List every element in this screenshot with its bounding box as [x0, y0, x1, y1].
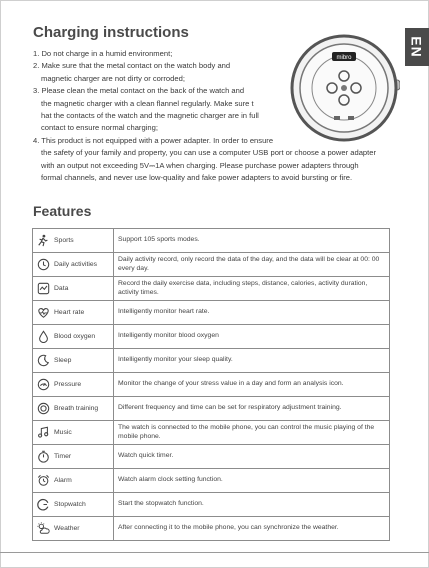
feature-name-cell — [33, 325, 114, 349]
heart-rate-icon — [37, 306, 50, 319]
feature-name: Pressure — [54, 381, 82, 388]
feature-description: Different frequency and time can be set for respiratory adjustment training. — [114, 397, 390, 421]
pressure-icon — [37, 378, 50, 391]
feature-name: Weather — [54, 525, 80, 532]
feature-name-cell — [33, 397, 114, 421]
feature-row — [33, 517, 390, 541]
feature-name-cell — [33, 277, 114, 301]
bottom-rule — [0, 552, 429, 553]
feature-row — [33, 229, 390, 253]
feature-description: Intelligently monitor heart rate. — [114, 301, 390, 325]
feature-description: Start the stopwatch function. — [114, 493, 390, 517]
music-icon — [37, 426, 50, 439]
feature-name: Heart rate — [54, 309, 85, 316]
instruction-line: 1. Do not charge in a humid environment; — [33, 49, 173, 58]
feature-description: Daily activity record, only record the data of the day, and the data will be clear at 00: 00 every day. — [114, 253, 390, 277]
feature-name-cell — [33, 493, 114, 517]
feature-description: The watch is connected to the mobile phone, you can control the music playing of the mobile phone. — [114, 421, 390, 445]
feature-description: Watch quick timer. — [114, 445, 390, 469]
language-tab — [405, 28, 429, 66]
feature-name-cell — [33, 301, 114, 325]
feature-name: Music — [54, 429, 72, 436]
feature-row — [33, 493, 390, 517]
feature-description: Record the daily exercise data, including steps, distance, calories, activity duration, activity times. — [114, 277, 390, 301]
feature-name: Timer — [54, 453, 72, 460]
feature-name: Stopwatch — [54, 501, 86, 508]
feature-description: Intelligently monitor blood oxygen — [114, 325, 390, 349]
feature-row — [33, 253, 390, 277]
feature-name: Sleep — [54, 357, 72, 364]
running-person-icon — [37, 234, 50, 247]
breath-training-icon — [37, 402, 50, 415]
instruction-line: the safety of your family and property, you can use a computer USB port or choose a power adapter — [41, 148, 377, 158]
instruction-line: magnetic charger are not dirty or corroded; — [41, 73, 185, 83]
features-table — [32, 228, 390, 541]
charging-title: Charging instructions — [33, 24, 189, 41]
instruction-line: 3. Please clean the metal contact on the back of the watch and — [33, 86, 245, 96]
feature-description: Watch alarm clock setting function. — [114, 469, 390, 493]
feature-name-cell — [33, 421, 114, 445]
feature-row — [33, 301, 390, 325]
svg-text:z: z — [43, 357, 46, 362]
watch-back-illustration — [288, 32, 400, 144]
instruction-line: the magnetic charger with a clean flannel regularly. Make sure t — [41, 98, 254, 108]
feature-name-cell — [33, 469, 114, 493]
watch-brand-text: mibro — [336, 55, 352, 61]
feature-row — [33, 445, 390, 469]
feature-name-cell — [33, 229, 114, 253]
weather-icon — [37, 522, 50, 535]
feature-name: Data — [54, 285, 69, 292]
feature-name-cell — [33, 253, 114, 277]
feature-name-cell — [33, 349, 114, 373]
feature-name: Sports — [54, 237, 74, 244]
feature-row — [33, 421, 390, 445]
stopwatch-icon — [37, 498, 50, 511]
feature-description: Intelligently monitor your sleep quality. — [114, 349, 390, 373]
feature-description: Monitor the change of your stress value in a day and form an analysis icon. — [114, 373, 390, 397]
sleep-icon — [37, 354, 50, 367]
instruction-line: with an output not exceeding 5V⎓1A when charging. Please purchase power adapters through — [41, 160, 359, 170]
feature-name-cell — [33, 517, 114, 541]
instruction-line: formal channels, and never use low-quality and fake power adapters to avoid bursting or fire. — [41, 173, 353, 183]
feature-name: Blood oxygen — [54, 333, 96, 340]
feature-name-cell — [33, 445, 114, 469]
instruction-line: contact to ensure normal charging; — [41, 123, 158, 133]
feature-description: After connecting it to the mobile phone, you can synchronize the weather. — [114, 517, 390, 541]
daily-activity-icon — [37, 258, 50, 271]
feature-row — [33, 397, 390, 421]
language-tab-label: EN — [408, 36, 425, 58]
feature-row — [33, 325, 390, 349]
instruction-line: 4. This product is not equipped with a power adapter. In order to ensure — [33, 135, 274, 145]
feature-row — [33, 469, 390, 493]
timer-icon — [37, 450, 50, 463]
features-title: Features — [33, 203, 92, 219]
feature-row — [33, 349, 390, 373]
feature-name-cell — [33, 373, 114, 397]
instruction-line: 2. Make sure that the metal contact on the watch body and — [33, 61, 231, 71]
blood-oxygen-icon — [37, 330, 50, 343]
feature-name: Alarm — [54, 477, 72, 484]
data-icon — [37, 282, 50, 295]
feature-name: Breath training — [54, 405, 99, 412]
instruction-line: hat the contacts of the watch and the magnetic charger are in full — [41, 111, 259, 121]
feature-row — [33, 373, 390, 397]
feature-description: Support 105 sports modes. — [114, 229, 390, 253]
alarm-icon — [37, 474, 50, 487]
feature-name: Daily activities — [54, 261, 98, 268]
feature-row — [33, 277, 390, 301]
